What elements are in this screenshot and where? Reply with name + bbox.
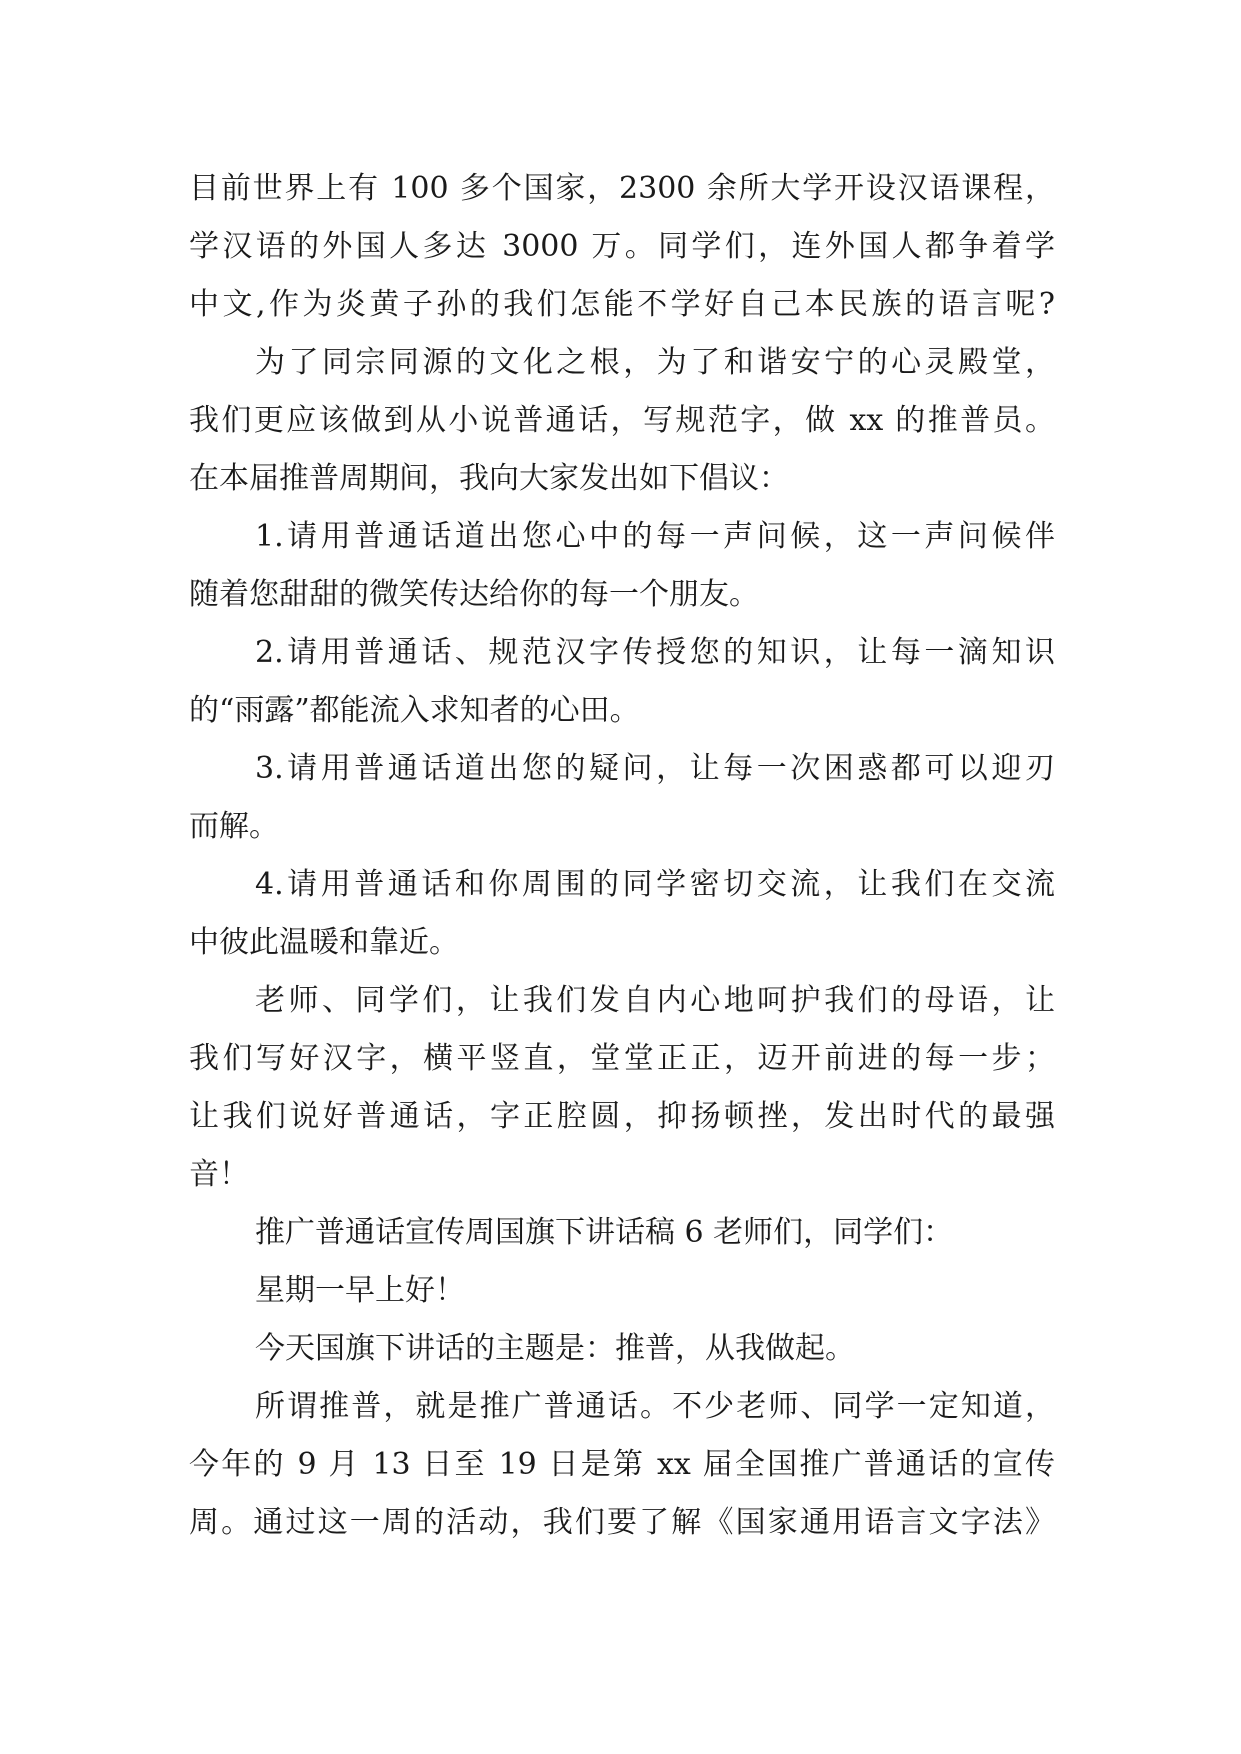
text-line: 而解。 — [189, 809, 279, 844]
text-line: 我们更应该做到从小说普通话，写规范字，做 xx 的推普员。 — [189, 403, 1055, 438]
text-line: 3.请用普通话道出您的疑问，让每一次困惑都可以迎刃 — [255, 751, 1055, 786]
text-line: 4.请用普通话和你周围的同学密切交流，让我们在交流 — [255, 867, 1055, 902]
text-line: 推广普通话宣传周国旗下讲话稿 6 老师们，同学们： — [255, 1215, 954, 1250]
text-line: 目前世界上有 100 多个国家，2300 余所大学开设汉语课程， — [189, 171, 1055, 206]
text-line: 为了同宗同源的文化之根，为了和谐安宁的心灵殿堂， — [255, 345, 1055, 380]
text-line: 1.请用普通话道出您心中的每一声问候，这一声问候伴 — [255, 519, 1055, 554]
text-line: 2.请用普通话、规范汉字传授您的知识，让每一滴知识 — [255, 635, 1055, 670]
text-line: 星期一早上好！ — [255, 1273, 465, 1308]
text-line: 今天国旗下讲话的主题是：推普，从我做起。 — [255, 1331, 855, 1366]
text-line: 在本届推普周期间，我向大家发出如下倡议： — [189, 461, 789, 496]
text-line: 中文,作为炎黄子孙的我们怎能不学好自己本民族的语言呢? — [189, 287, 1055, 322]
text-line: 所谓推普，就是推广普通话。不少老师、同学一定知道， — [255, 1389, 1055, 1424]
text-line: 老师、同学们，让我们发自内心地呵护我们的母语，让 — [255, 983, 1055, 1018]
text-line: 随着您甜甜的微笑传达给你的每一个朋友。 — [189, 577, 759, 612]
text-line: 周。通过这一周的活动，我们要了解《国家通用语言文字法》 — [189, 1505, 1055, 1540]
text-line: 让我们说好普通话，字正腔圆，抑扬顿挫，发出时代的最强 — [189, 1099, 1055, 1134]
text-line: 学汉语的外国人多达 3000 万。同学们，连外国人都争着学 — [189, 229, 1055, 264]
text-line: 中彼此温暖和靠近。 — [189, 925, 459, 960]
text-line: 音！ — [189, 1157, 249, 1192]
text-line: 今年的 9 月 13 日至 19 日是第 xx 届全国推广普通话的宣传 — [189, 1447, 1055, 1482]
text-line: 的“雨露”都能流入求知者的心田。 — [189, 693, 640, 728]
text-line: 我们写好汉字，横平竖直，堂堂正正，迈开前进的每一步； — [189, 1041, 1055, 1076]
document-body — [189, 160, 1055, 1552]
